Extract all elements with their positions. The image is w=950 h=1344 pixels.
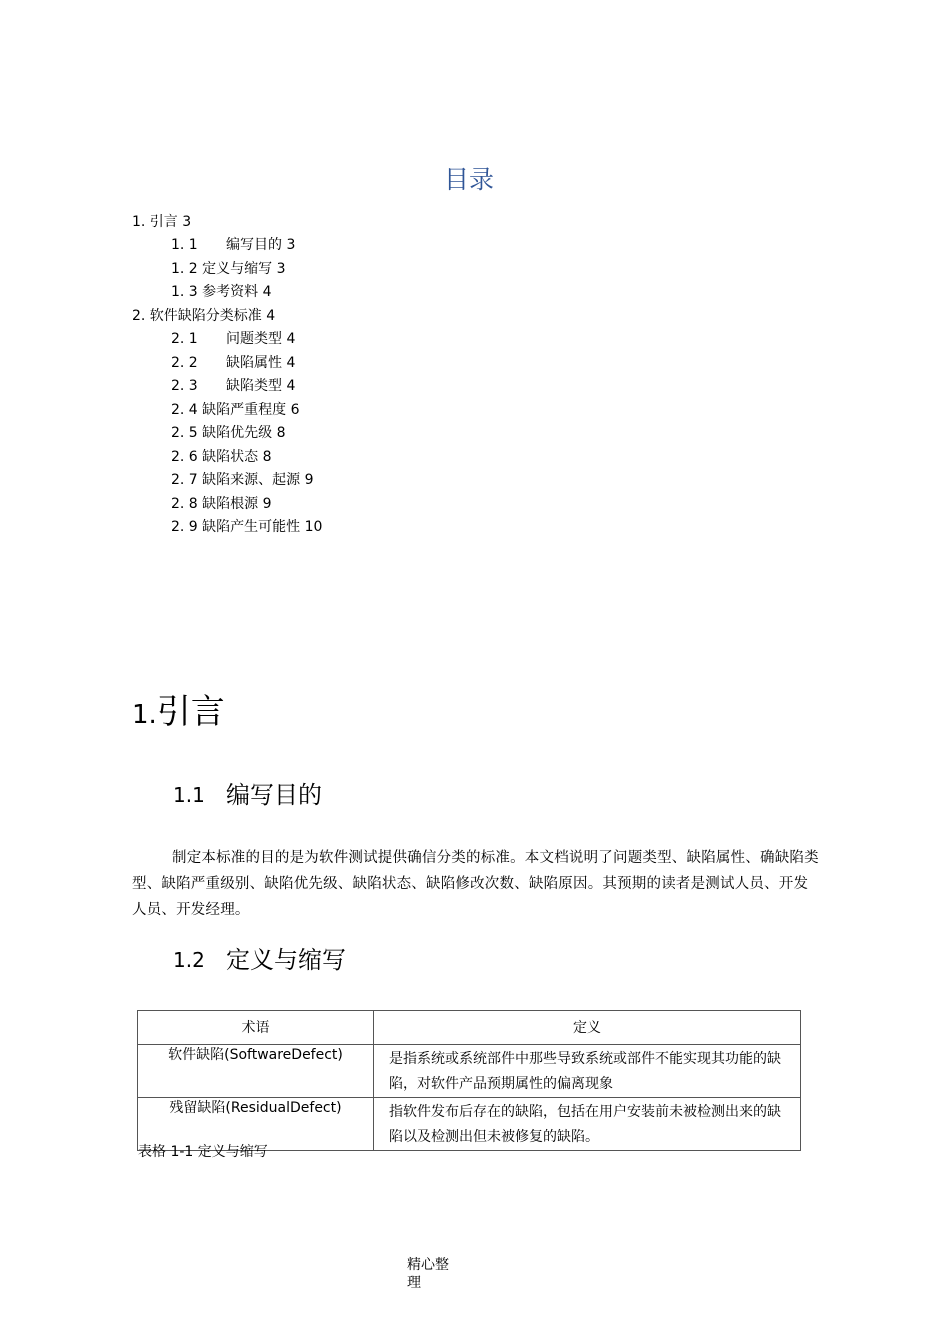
toc-entry-1-1 <box>171 237 295 253</box>
table-cell-term: 残留缺陷(ResidualDefect) <box>138 1098 374 1151</box>
heading-title: 定义与缩写 <box>226 946 346 974</box>
table-caption: 表格 1-1 定义与缩写 <box>138 1144 268 1160</box>
heading-1-2 <box>0 940 600 980</box>
toc-entry-number: 1. 1 <box>171 237 198 253</box>
heading-1-introduction <box>132 684 225 733</box>
toc-entry-2-3 <box>171 378 295 394</box>
toc-entry-2-8: 2. 8 缺陷根源 9 <box>171 496 272 512</box>
toc-entry-number: 2. 2 <box>171 355 198 371</box>
toc-entry-number: 2. 1 <box>171 331 198 347</box>
table-cell-definition: 指软件发布后存在的缺陷，包括在用户安装前未被检测出来的缺陷以及检测出但未被修复的缺陷。 <box>374 1098 801 1151</box>
table-header-definition: 定义 <box>374 1011 801 1045</box>
page-footer: 精心整理 <box>407 1257 449 1291</box>
toc-entry-1-2: 1. 2 定义与缩写 3 <box>171 261 286 277</box>
toc-entry-2-7: 2. 7 缺陷来源、起源 9 <box>171 472 314 488</box>
toc-entry-1-3: 1. 3 参考资料 4 <box>171 284 272 300</box>
table-header-term: 术语 <box>138 1011 374 1045</box>
table-cell-definition: 是指系统或系统部件中那些导致系统或部件不能实现其功能的缺陷，对软件产品预期属性的偏离现象 <box>374 1045 801 1098</box>
toc-entry-2-5: 2. 5 缺陷优先级 8 <box>171 425 286 441</box>
toc-entry-2-6: 2. 6 缺陷状态 8 <box>171 449 272 465</box>
toc-entry-2-4: 2. 4 缺陷严重程度 6 <box>171 402 300 418</box>
heading-title: 引言 <box>156 692 225 732</box>
toc-entry-1: 1. 引言 3 <box>132 214 192 230</box>
purpose-paragraph: 制定本标准的目的是为软件测试提供确信分类的标准。本文档说明了问题类型、缺陷属性、确缺陷类型、缺陷严重级别、缺陷优先级、缺陷状态、缺陷修改次数、缺陷原因。其预期的读者是测试人员、开发人员、开发经理。 <box>132 850 819 918</box>
heading-number: 1. <box>132 700 157 730</box>
heading-number: 1.2 <box>173 948 205 972</box>
heading-title: 编写目的 <box>226 781 322 809</box>
table-header-row <box>138 1011 801 1045</box>
toc-entry-label: 编写目的 3 <box>226 237 296 253</box>
definitions-table <box>137 1010 801 1151</box>
heading-number: 1.1 <box>173 783 205 807</box>
toc-entry-2-9: 2. 9 缺陷产生可能性 10 <box>171 519 323 535</box>
toc-entry-number: 2. 3 <box>171 378 198 394</box>
toc-entry-2-2 <box>171 355 295 371</box>
table-cell-term: 软件缺陷(SoftwareDefect) <box>138 1045 374 1098</box>
table-row <box>138 1045 801 1098</box>
toc-entry-label: 问题类型 4 <box>226 331 296 347</box>
toc-title: 目录 <box>443 165 494 194</box>
toc-entry-2-1 <box>171 331 295 347</box>
toc-entry-label: 缺陷类型 4 <box>226 378 296 394</box>
heading-1-1 <box>0 775 600 815</box>
toc-entry-label: 缺陷属性 4 <box>226 355 296 371</box>
toc-entry-2: 2. 软件缺陷分类标准 4 <box>132 308 276 324</box>
